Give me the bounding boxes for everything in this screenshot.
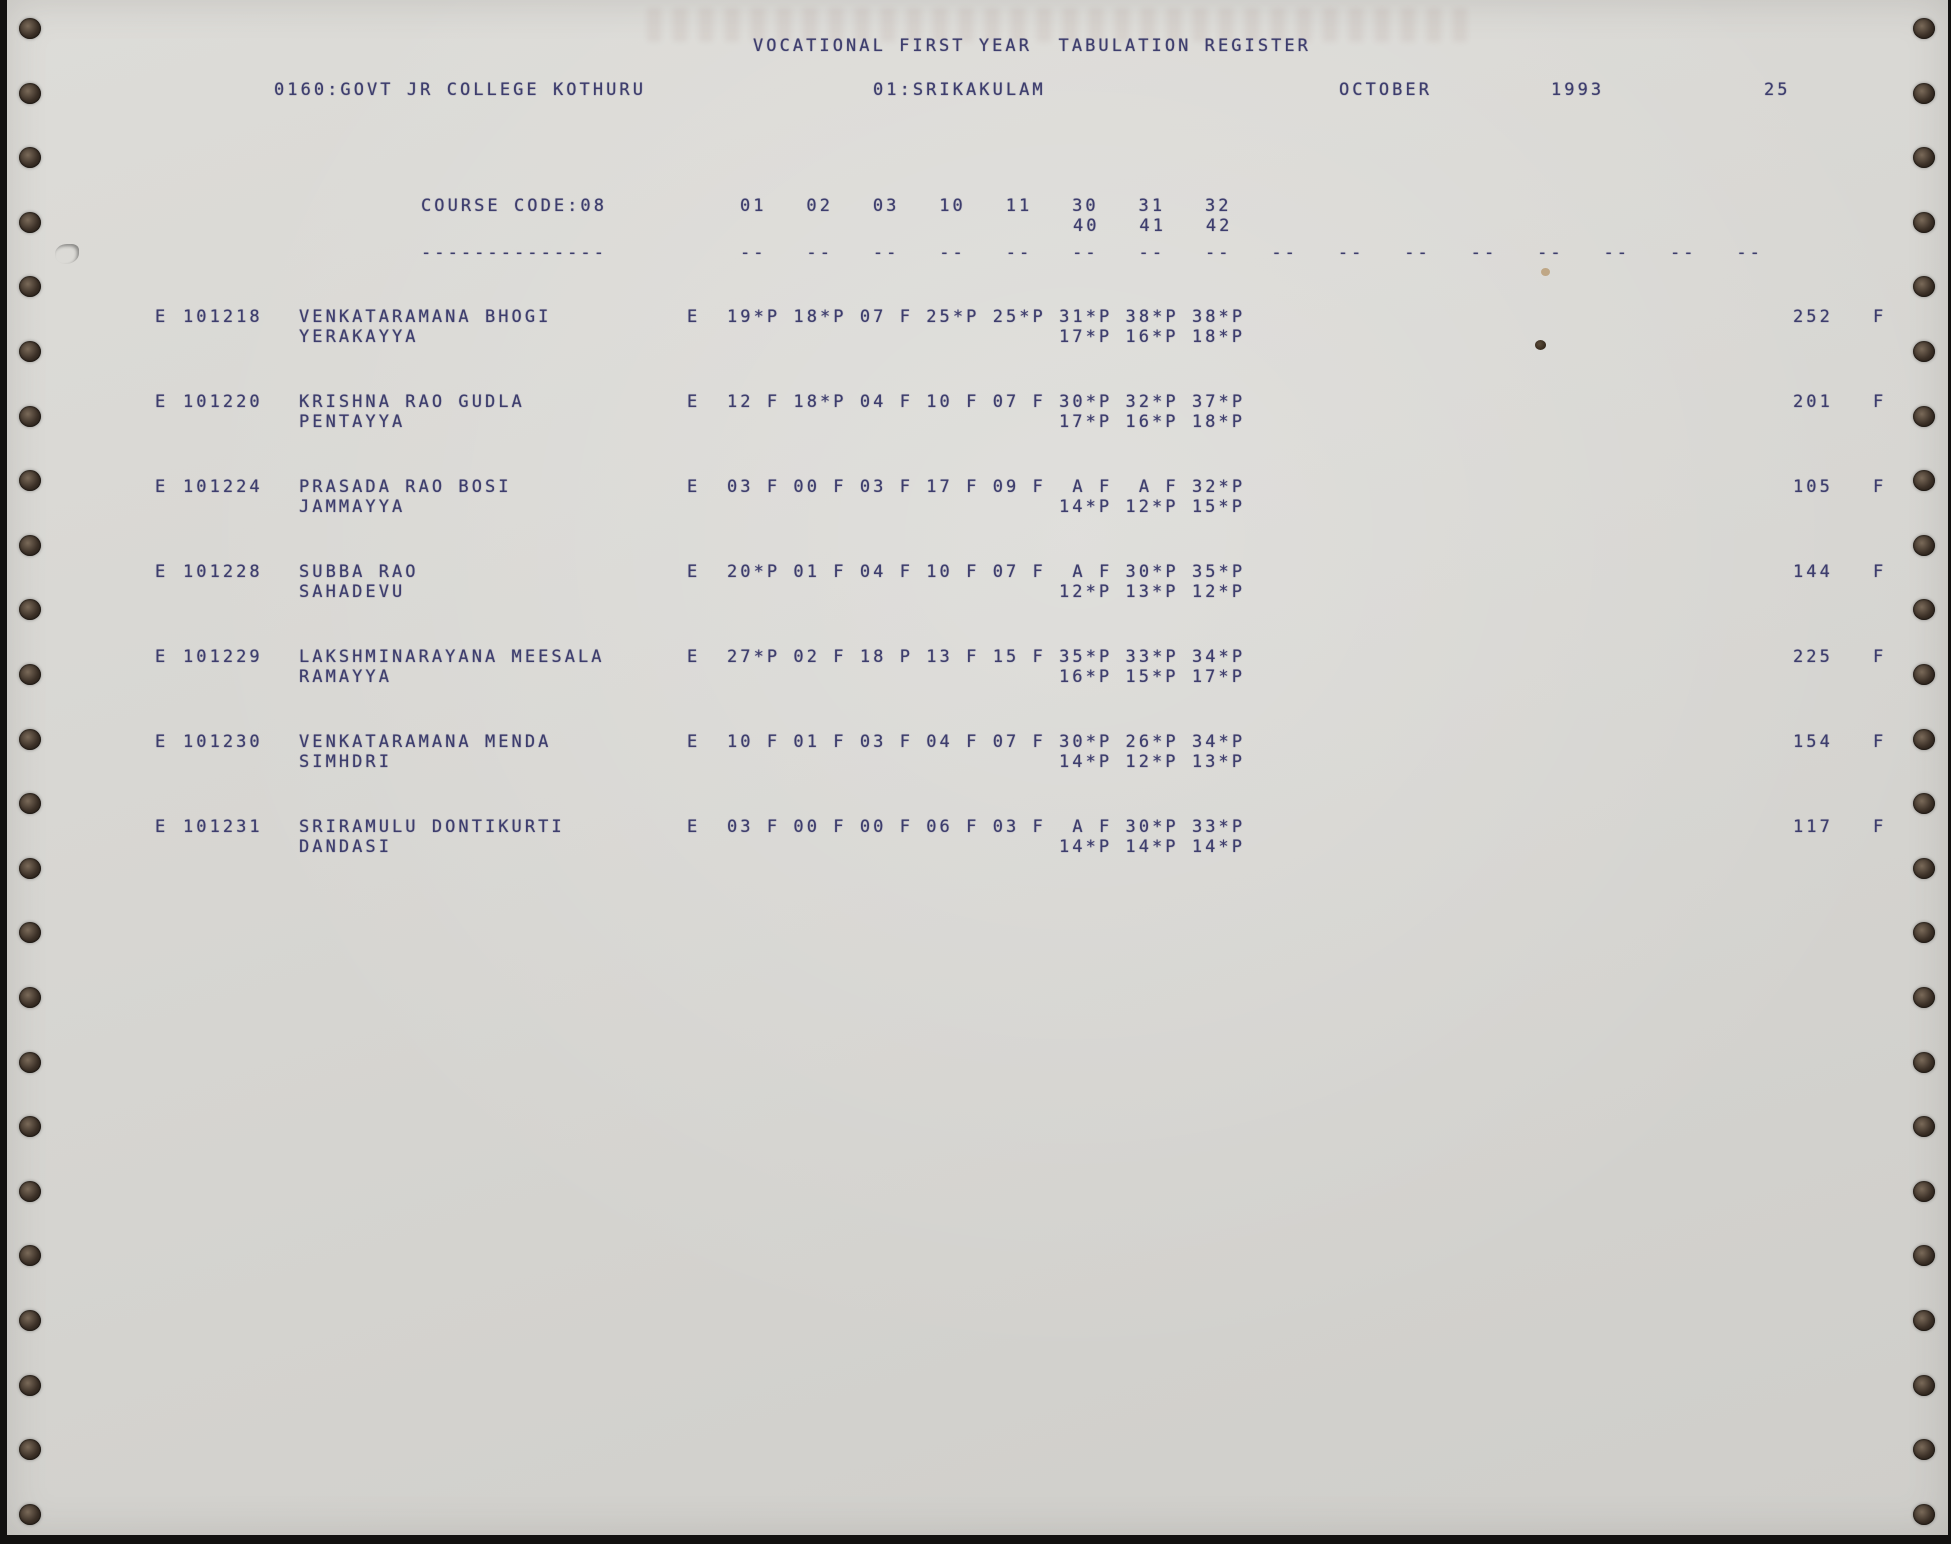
page-number: 25 xyxy=(1764,80,1791,100)
row-medium-flag: E xyxy=(155,647,169,667)
exam-month: OCTOBER xyxy=(1339,80,1432,100)
marks-line2: 16*P 15*P 17*P xyxy=(1059,667,1245,687)
marks-line1: 03 F 00 F 03 F 17 F 09 F A F A F 32*P xyxy=(727,477,1246,497)
sprocket-hole xyxy=(19,83,41,104)
student-record-row xyxy=(7,647,1948,732)
marks-line1: 12 F 18*P 04 F 10 F 07 F 30*P 32*P 37*P xyxy=(727,392,1246,412)
sprocket-hole xyxy=(1913,341,1935,362)
sprocket-hole xyxy=(1913,987,1935,1008)
sprocket-hole xyxy=(19,212,41,233)
marks-medium-flag: E xyxy=(687,307,701,327)
sprocket-hole xyxy=(1913,858,1935,879)
registration-number: 101230 xyxy=(183,732,263,752)
sprocket-hole xyxy=(1913,1375,1935,1396)
sprocket-hole xyxy=(1913,212,1935,233)
father-name: YERAKAYYA xyxy=(299,327,419,347)
result-flag: F xyxy=(1873,307,1887,327)
marks-medium-flag: E xyxy=(687,477,701,497)
student-name: VENKATARAMANA BHOGI xyxy=(299,307,552,327)
row-medium-flag: E xyxy=(155,307,169,327)
sprocket-hole xyxy=(1913,535,1935,556)
student-name: KRISHNA RAO GUDLA xyxy=(299,392,525,412)
father-name: RAMAYYA xyxy=(299,667,392,687)
sprocket-hole xyxy=(1913,729,1935,750)
sprocket-hole xyxy=(19,664,41,685)
sprocket-hole xyxy=(1913,1310,1935,1331)
total-marks: 144 xyxy=(1793,562,1833,582)
total-marks: 154 xyxy=(1793,732,1833,752)
father-name: JAMMAYYA xyxy=(299,497,406,517)
marks-line1: 27*P 02 F 18 P 13 F 15 F 35*P 33*P 34*P xyxy=(727,647,1246,667)
marks-line2: 14*P 12*P 13*P xyxy=(1059,752,1245,772)
student-name: PRASADA RAO BOSI xyxy=(299,477,512,497)
result-flag: F xyxy=(1873,392,1887,412)
sprocket-hole xyxy=(1913,1181,1935,1202)
course-code-label: COURSE CODE:08 xyxy=(421,196,607,216)
student-record-row xyxy=(7,392,1948,477)
sprocket-hole xyxy=(19,535,41,556)
father-name: SIMHDRI xyxy=(299,752,392,772)
sprocket-hole xyxy=(1913,1439,1935,1460)
paper-speck xyxy=(1541,268,1550,276)
sprocket-hole xyxy=(1913,147,1935,168)
tabulation-register-sheet xyxy=(7,0,1948,1535)
district-code-name: 01:SRIKAKULAM xyxy=(873,80,1046,100)
sprocket-hole xyxy=(1913,83,1935,104)
total-marks: 252 xyxy=(1793,307,1833,327)
result-flag: F xyxy=(1873,647,1887,667)
marks-line1: 10 F 01 F 03 F 04 F 07 F 30*P 26*P 34*P xyxy=(727,732,1246,752)
sprocket-hole xyxy=(19,147,41,168)
total-marks: 105 xyxy=(1793,477,1833,497)
sprocket-hole xyxy=(1913,18,1935,39)
exam-year: 1993 xyxy=(1551,80,1605,100)
college-code-name: 0160:GOVT JR COLLEGE KOTHURU xyxy=(274,80,646,100)
sprocket-hole xyxy=(19,1245,41,1266)
report-title: VOCATIONAL FIRST YEAR TABULATION REGISTER xyxy=(753,36,1311,56)
marks-line2: 17*P 16*P 18*P xyxy=(1059,412,1245,432)
row-medium-flag: E xyxy=(155,817,169,837)
sprocket-hole xyxy=(19,1052,41,1073)
result-flag: F xyxy=(1873,817,1887,837)
student-record-row xyxy=(7,732,1948,817)
result-flag: F xyxy=(1873,732,1887,752)
father-name: PENTAYYA xyxy=(299,412,406,432)
sprocket-hole xyxy=(19,729,41,750)
marks-line1: 03 F 00 F 00 F 06 F 03 F A F 30*P 33*P xyxy=(727,817,1246,837)
registration-number: 101231 xyxy=(183,817,263,837)
marks-line1: 19*P 18*P 07 F 25*P 25*P 31*P 38*P 38*P xyxy=(727,307,1246,327)
sprocket-hole xyxy=(1913,276,1935,297)
sprocket-hole xyxy=(1913,664,1935,685)
marks-medium-flag: E xyxy=(687,562,701,582)
marks-line1: 20*P 01 F 04 F 10 F 07 F A F 30*P 35*P xyxy=(727,562,1246,582)
sprocket-hole xyxy=(19,1116,41,1137)
sprocket-hole xyxy=(19,1439,41,1460)
result-flag: F xyxy=(1873,562,1887,582)
sprocket-hole xyxy=(1913,1245,1935,1266)
sprocket-hole xyxy=(19,987,41,1008)
student-record-row xyxy=(7,477,1948,562)
registration-number: 101229 xyxy=(183,647,263,667)
sprocket-hole xyxy=(19,858,41,879)
sprocket-hole xyxy=(19,1504,41,1525)
marks-line2: 14*P 12*P 15*P xyxy=(1059,497,1245,517)
marks-medium-flag: E xyxy=(687,732,701,752)
student-name: SUBBA RAO xyxy=(299,562,419,582)
student-record-row xyxy=(7,817,1948,902)
registration-number: 101224 xyxy=(183,477,263,497)
marks-line2: 17*P 16*P 18*P xyxy=(1059,327,1245,347)
registration-number: 101228 xyxy=(183,562,263,582)
sprocket-hole xyxy=(1913,922,1935,943)
total-marks: 225 xyxy=(1793,647,1833,667)
sprocket-hole xyxy=(19,18,41,39)
marks-line2: 14*P 14*P 14*P xyxy=(1059,837,1245,857)
result-flag: F xyxy=(1873,477,1887,497)
sprocket-hole xyxy=(19,406,41,427)
subject-codes-row1: 01 02 03 10 11 30 31 32 xyxy=(740,196,1232,216)
sprocket-hole xyxy=(19,341,41,362)
total-marks: 117 xyxy=(1793,817,1833,837)
marks-medium-flag: E xyxy=(687,647,701,667)
sprocket-hole xyxy=(1913,1504,1935,1525)
row-medium-flag: E xyxy=(155,477,169,497)
marks-medium-flag: E xyxy=(687,392,701,412)
sprocket-hole xyxy=(1913,1116,1935,1137)
subject-codes-row2: 40 41 42 xyxy=(1073,216,1233,236)
sprocket-hole xyxy=(1913,406,1935,427)
marks-medium-flag: E xyxy=(687,817,701,837)
sprocket-hole xyxy=(1913,1052,1935,1073)
father-name: SAHADEVU xyxy=(299,582,406,602)
course-underline: -------------- xyxy=(421,243,607,263)
columns-underline: -- -- -- -- -- -- -- -- -- -- -- -- -- -- -- -- xyxy=(740,243,1763,263)
sprocket-hole xyxy=(19,1375,41,1396)
row-medium-flag: E xyxy=(155,392,169,412)
sprocket-hole xyxy=(19,922,41,943)
sprocket-hole xyxy=(19,276,41,297)
student-record-row xyxy=(7,562,1948,647)
total-marks: 201 xyxy=(1793,392,1833,412)
registration-number: 101220 xyxy=(183,392,263,412)
father-name: DANDASI xyxy=(299,837,392,857)
student-name: LAKSHMINARAYANA MEESALA xyxy=(299,647,605,667)
paper-smudge xyxy=(55,244,79,264)
student-name: SRIRAMULU DONTIKURTI xyxy=(299,817,565,837)
sprocket-hole xyxy=(19,1310,41,1331)
row-medium-flag: E xyxy=(155,732,169,752)
student-record-row xyxy=(7,307,1948,392)
marks-line2: 12*P 13*P 12*P xyxy=(1059,582,1245,602)
row-medium-flag: E xyxy=(155,562,169,582)
sprocket-hole xyxy=(19,1181,41,1202)
student-name: VENKATARAMANA MENDA xyxy=(299,732,552,752)
registration-number: 101218 xyxy=(183,307,263,327)
